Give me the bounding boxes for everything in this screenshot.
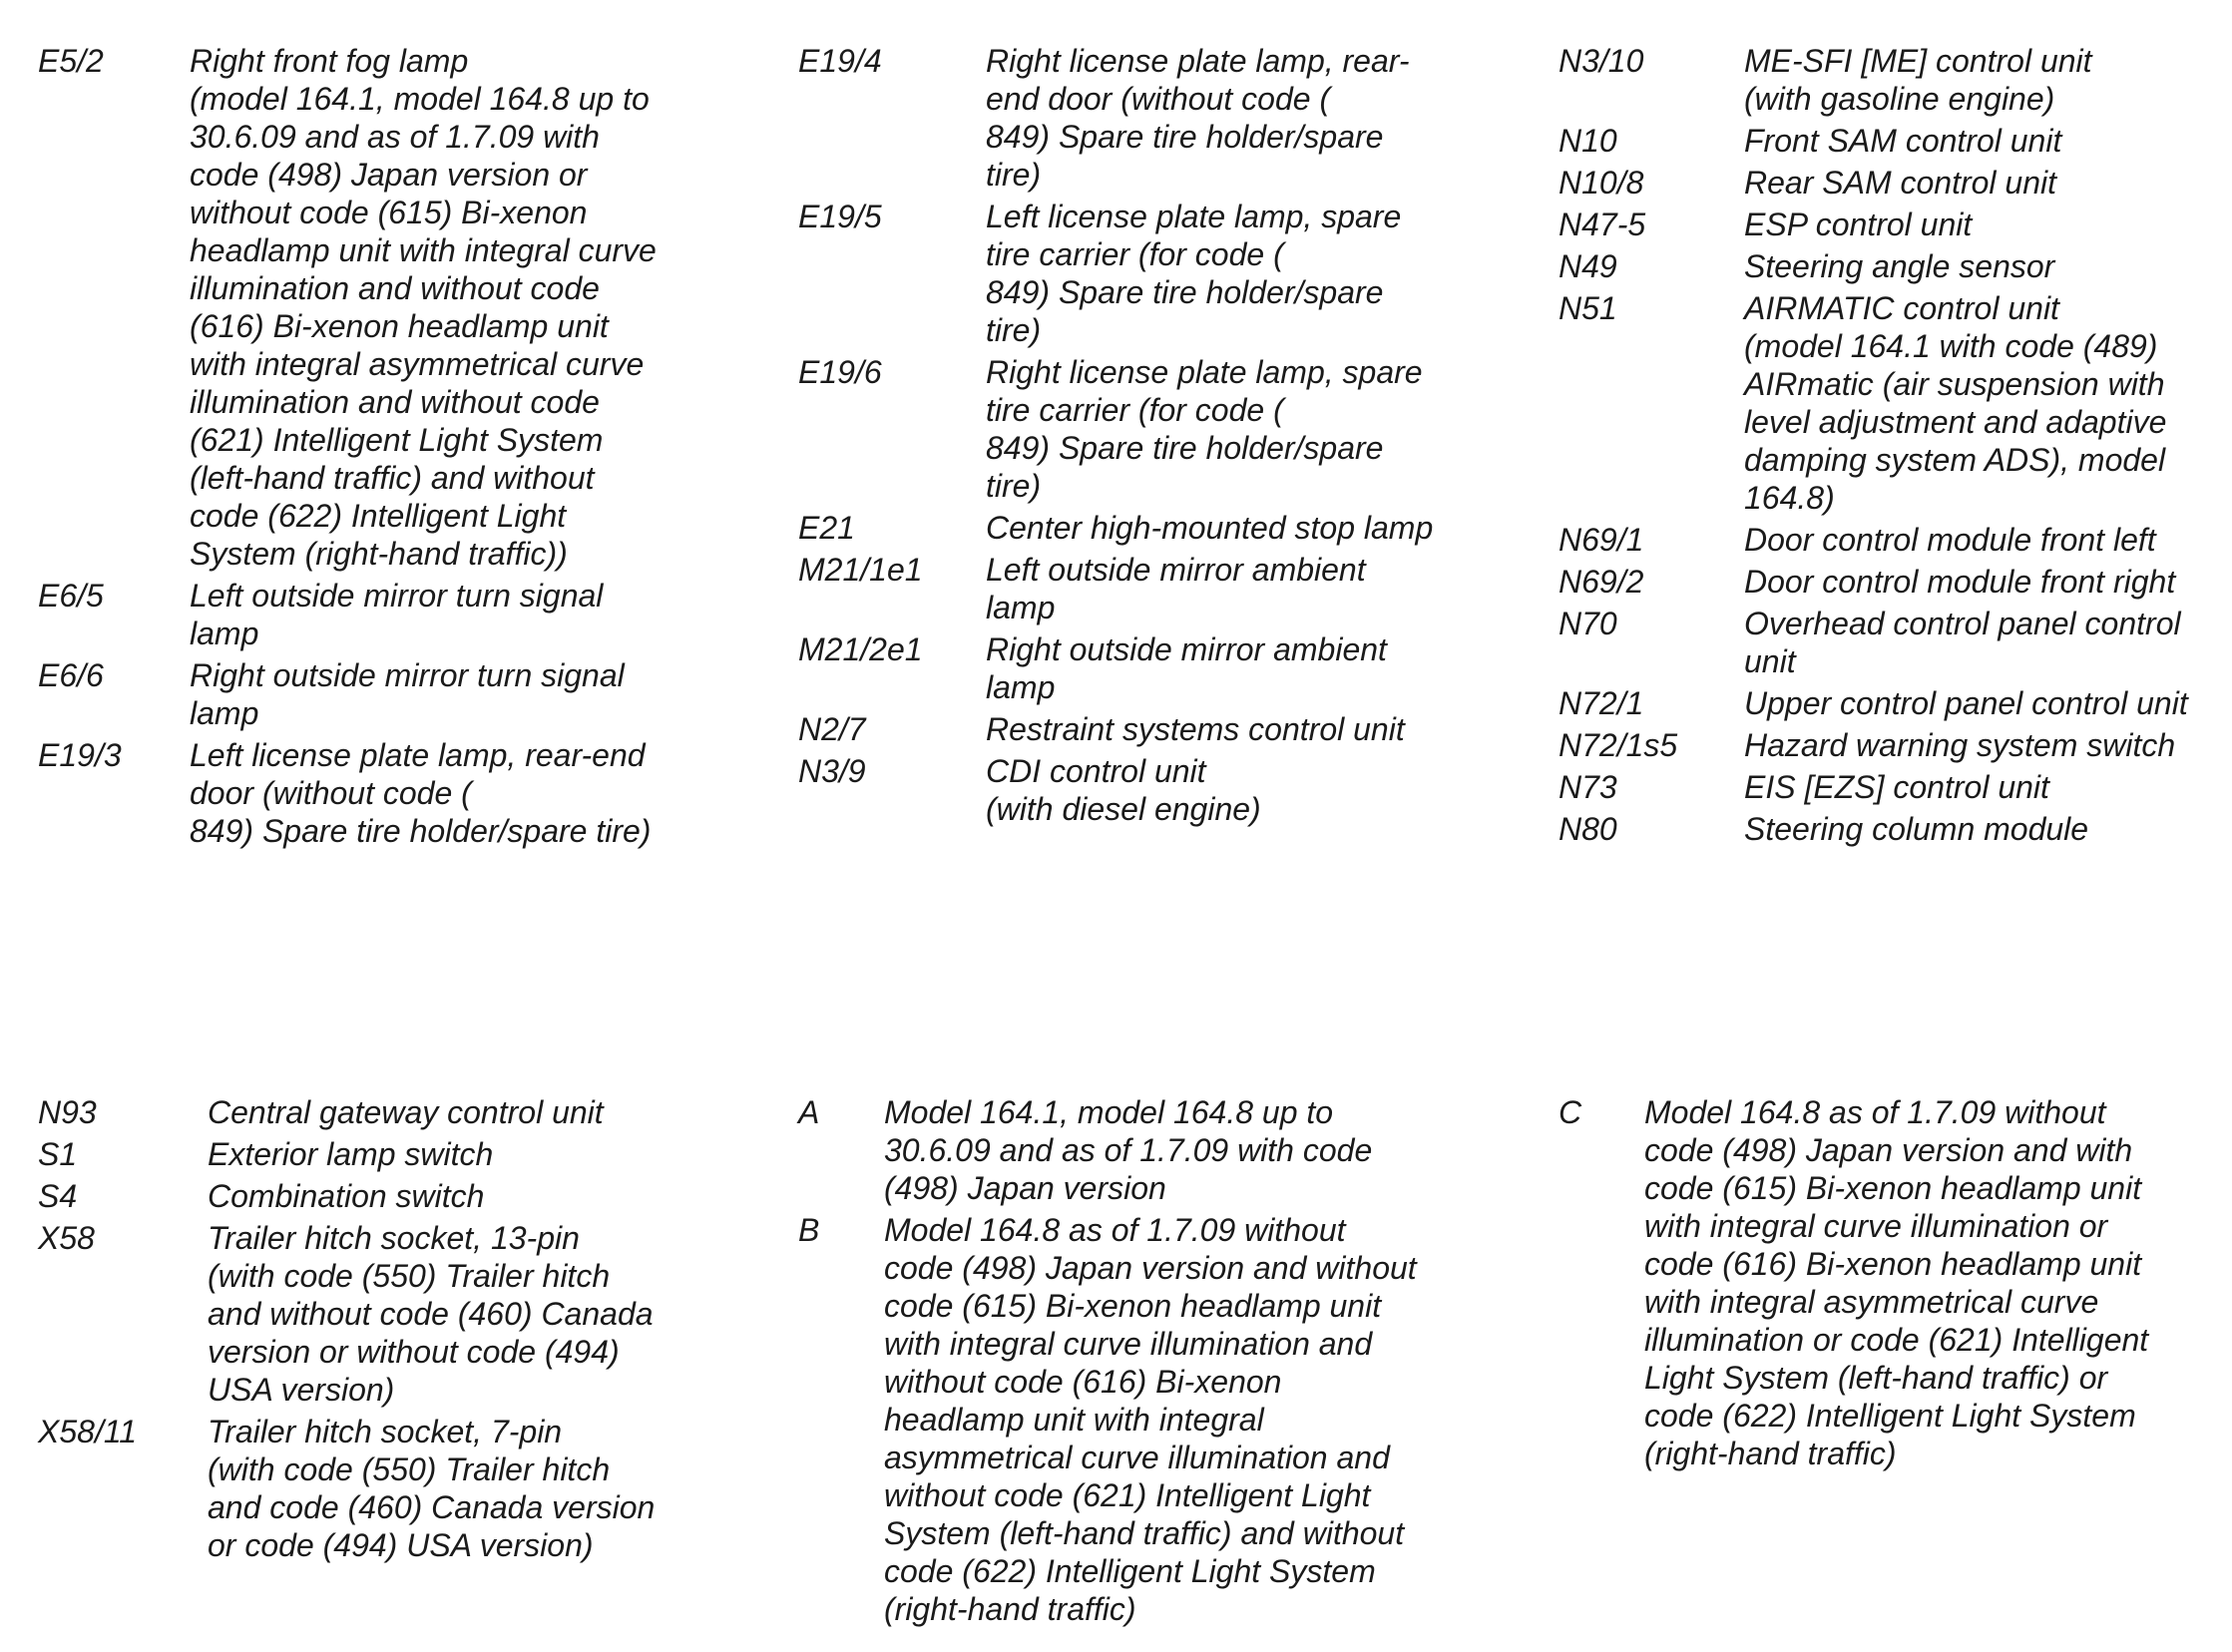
- component-code: N3/9: [798, 753, 866, 789]
- component-description: Overhead control panel control unit: [1744, 606, 2181, 679]
- component-code: N70: [1559, 606, 1617, 641]
- component-code: N49: [1559, 248, 1617, 284]
- legend-entry: [1559, 605, 2227, 680]
- legend-entry: [798, 353, 1467, 505]
- component-description: CDI control unit (with diesel engine): [986, 753, 1261, 827]
- component-description: Left outside mirror turn signal lamp: [190, 578, 604, 651]
- legend-entry: [38, 1413, 686, 1564]
- component-description: Model 164.8 as of 1.7.09 without code (498) Japan version and with code (615) Bi-xenon headlamp unit with integral curve illumination or code (616) Bi-xenon headlamp unit with integral asymmetrical curve illumination or code (621) Intelligent Light System (left-hand traffic) or code (622) Intelligent Light System (right-hand traffic): [1644, 1094, 2149, 1471]
- legend-entry: [798, 198, 1467, 349]
- component-code: N10: [1559, 123, 1617, 159]
- component-description: Right license plate lamp, spare tire carrier (for code ( 849) Spare tire holder/spare tire): [986, 354, 1423, 504]
- component-description: Hazard warning system switch: [1744, 727, 2176, 763]
- component-description: Rear SAM control unit: [1744, 165, 2057, 201]
- legend-entry: [1559, 563, 2227, 601]
- legend-entry: [1559, 726, 2227, 764]
- component-description: Left license plate lamp, spare tire carrier (for code ( 849) Spare tire holder/spare tire): [986, 199, 1402, 348]
- legend-entry: [1559, 768, 2227, 806]
- component-description: Right license plate lamp, rear- end door (without code ( 849) Spare tire holder/spare tire): [986, 43, 1410, 193]
- component-description: Trailer hitch socket, 13-pin (with code (550) Trailer hitch and without code (460) Canada version or without code (494) USA version): [208, 1220, 654, 1408]
- component-description: Left outside mirror ambient lamp: [986, 552, 1366, 625]
- component-code: N10/8: [1559, 165, 1644, 201]
- legend-entry: [1559, 247, 2227, 285]
- legend-column-top-2: [798, 42, 1467, 832]
- component-description: Combination switch: [208, 1178, 485, 1214]
- legend-entry: [38, 1135, 686, 1173]
- component-code: B: [798, 1212, 820, 1248]
- component-description: Right outside mirror ambient lamp: [986, 631, 1387, 705]
- component-code: E21: [798, 510, 855, 546]
- legend-entry: [798, 551, 1467, 626]
- component-code: N72/1s5: [1559, 727, 1678, 763]
- component-description: Left license plate lamp, rear-end door (without code ( 849) Spare tire holder/spare tire): [190, 737, 652, 849]
- component-description: EIS [EZS] control unit: [1744, 769, 2049, 805]
- legend-entry: [38, 577, 686, 652]
- component-code: S1: [38, 1136, 78, 1172]
- legend-entry: [38, 656, 686, 732]
- component-description: Center high-mounted stop lamp: [986, 510, 1434, 546]
- component-code: N80: [1559, 811, 1617, 847]
- component-description: Central gateway control unit: [208, 1094, 604, 1130]
- legend-entry: [1559, 521, 2227, 559]
- legend-entry: [1559, 810, 2227, 848]
- component-code: E19/4: [798, 43, 882, 79]
- component-description: Model 164.8 as of 1.7.09 without code (498) Japan version and without code (615) Bi-xenon headlamp unit with integral curve illumination and without code (616) Bi-xenon headlamp unit with integral asymmetrical curve illumination and without code (621) Intelligent Light System (left-hand traffic) and without code (622) Intelligent Light System (right-hand traffic): [884, 1212, 1417, 1627]
- component-code: E19/5: [798, 199, 882, 234]
- legend-column-bottom-2: [798, 1093, 1467, 1632]
- legend-entry: [38, 1093, 686, 1131]
- component-code: N47-5: [1559, 206, 1646, 242]
- component-description: Restraint systems control unit: [986, 711, 1405, 747]
- component-code: N69/1: [1559, 522, 1644, 558]
- component-code: S4: [38, 1178, 78, 1214]
- legend-entry: [1559, 42, 2227, 118]
- legend-entry: [1559, 122, 2227, 160]
- legend-entry: [1559, 1093, 2227, 1472]
- component-code: X58/11: [38, 1414, 138, 1449]
- component-description: Upper control panel control unit: [1744, 685, 2188, 721]
- legend-entry: [38, 42, 686, 573]
- legend-entry: [1559, 684, 2227, 722]
- legend-column-top-3: [1559, 42, 2227, 852]
- legend-column-bottom-1: [38, 1093, 686, 1568]
- legend-entry: [38, 1219, 686, 1409]
- legend-entry: [38, 736, 686, 850]
- component-code: N93: [38, 1094, 97, 1130]
- component-description: Right outside mirror turn signal lamp: [190, 657, 625, 731]
- component-description: Model 164.1, model 164.8 up to 30.6.09 and as of 1.7.09 with code (498) Japan version: [884, 1094, 1373, 1206]
- component-code: E19/6: [798, 354, 882, 390]
- component-description: ESP control unit: [1744, 206, 1973, 242]
- legend-entry: [798, 630, 1467, 706]
- component-code: E6/6: [38, 657, 104, 693]
- component-description: Exterior lamp switch: [208, 1136, 494, 1172]
- component-code: M21/2e1: [798, 631, 923, 667]
- component-code: E6/5: [38, 578, 104, 614]
- component-code: N2/7: [798, 711, 866, 747]
- legend-entry: [38, 1177, 686, 1215]
- component-description: Steering column module: [1744, 811, 2089, 847]
- component-code: C: [1559, 1094, 1582, 1130]
- legend-column-top-1: [38, 42, 686, 854]
- component-code: N3/10: [1559, 43, 1644, 79]
- component-description: Front SAM control unit: [1744, 123, 2062, 159]
- legend-entry: [1559, 206, 2227, 243]
- legend-entry: [798, 1211, 1467, 1628]
- component-description: Steering angle sensor: [1744, 248, 2055, 284]
- legend-entry: [798, 1093, 1467, 1207]
- component-code: A: [798, 1094, 820, 1130]
- component-code: N69/2: [1559, 564, 1644, 600]
- legend-column-bottom-3: [1559, 1093, 2227, 1476]
- legend-entry: [1559, 289, 2227, 517]
- component-code: M21/1e1: [798, 552, 923, 588]
- component-description: Right front fog lamp (model 164.1, model 164.8 up to 30.6.09 and as of 1.7.09 with code (498) Japan version or without code (615) Bi-xenon headlamp unit with integral curve illumination and without code (616) Bi-xenon headlamp unit with integral asymmetrical curve illumination and without code (621) Intelligent Light System (left-hand traffic) and without code (622) Intelligent Light System (right-hand traffic)): [190, 43, 657, 572]
- component-description: AIRMATIC control unit (model 164.1 with code (489) AIRmatic (air suspension with level adjustment and adaptive damping system ADS), model 164.8): [1744, 290, 2167, 516]
- legend-entry: [798, 710, 1467, 748]
- component-description: Door control module front left: [1744, 522, 2156, 558]
- component-code: N51: [1559, 290, 1617, 326]
- component-code: E5/2: [38, 43, 104, 79]
- component-code: E19/3: [38, 737, 122, 773]
- component-description: Trailer hitch socket, 7-pin (with code (550) Trailer hitch and code (460) Canada version or code (494) USA version): [208, 1414, 656, 1563]
- component-code: N73: [1559, 769, 1617, 805]
- component-code: N72/1: [1559, 685, 1644, 721]
- component-code: X58: [38, 1220, 95, 1256]
- legend-entry: [798, 42, 1467, 194]
- component-description: ME-SFI [ME] control unit (with gasoline engine): [1744, 43, 2092, 117]
- legend-entry: [798, 752, 1467, 828]
- legend-entry: [798, 509, 1467, 547]
- legend-entry: [1559, 164, 2227, 202]
- component-description: Door control module front right: [1744, 564, 2176, 600]
